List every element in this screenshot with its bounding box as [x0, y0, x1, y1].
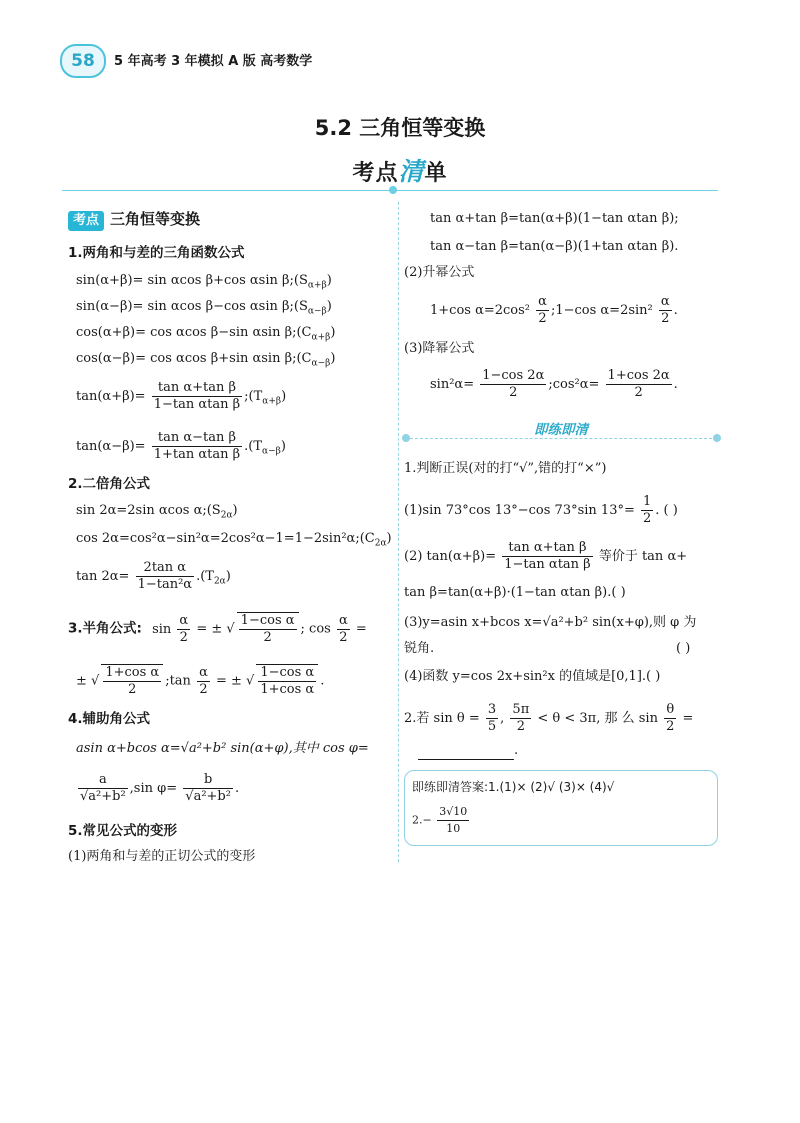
question-1-3-bracket: ( ) — [676, 641, 691, 656]
topic-heading — [68, 210, 200, 231]
practice-divider-dot-left — [402, 434, 410, 442]
kd-title-part3: 单 — [424, 161, 448, 186]
formula-cos-diff: cos(α−β)= cos αcos β+sin αsin $\beta;(C_{\alpha-\beta})$ — [76, 351, 336, 369]
heading-raise-power: (2)升幂公式 — [404, 265, 475, 280]
formula-tan-diff-variant: tan α−tan β=tan(α−β)(1+tan αtan β). — [430, 239, 679, 254]
formula-sin-double: sin 2α=2sin αcos $\alpha;(S_{2\alpha})$ — [76, 503, 238, 521]
answer-blank-line[interactable] — [418, 745, 514, 760]
formula-cos-sum: cos(α+β)= cos αcos β−sin αsin $\beta;(C_{\alpha+\beta})$ — [76, 325, 336, 343]
heading-auxiliary-angle: 4.辅助角公式 — [68, 711, 151, 727]
kd-title-part2: 清 — [398, 157, 425, 186]
topic-tag: 考点 — [68, 211, 104, 231]
question-2-answer-blank[interactable]: . — [418, 742, 518, 760]
answer-line-2: 2.− $\frac{3√10}{10}$ — [412, 805, 468, 835]
heading-lower-power: (3)降幂公式 — [404, 341, 475, 356]
practice-title: 即练即清 — [534, 422, 588, 438]
formula-half-angle-1: 3.半角公式: sin $\frac{\alpha}{2}$ = ± √ $\frac{\text{1−cos α}}{2}$ ; cos $\frac{\alpha}{2}$ = — [68, 612, 367, 645]
page-number: 58 — [60, 44, 106, 78]
topic-title: 三角恒等变换 — [110, 210, 201, 228]
question-1-1: (1)sin 73°cos 13°−cos 73°sin 13°= $\frac{1}{2}$ . ( ) — [404, 494, 678, 526]
formula-sin-sum: sin(α+β)= sin αcos β+cos αsin $\beta;(S_{\alpha+\beta})$ — [76, 273, 332, 291]
practice-divider — [405, 438, 717, 439]
formula-auxiliary-2: $\frac{a}{\text{√a²+b²}}$ ,sin φ= $\frac{b}{\text{√a²+b²}}$ . — [80, 772, 240, 804]
formula-half-angle-2: ± √ $\frac{\text{1+cos α}}{2}$ ;tan $\frac{\alpha}{2}$ = ± √ $\frac{\text{1−cos α}}{\text{1+cos α}}$ . — [76, 664, 325, 697]
column-divider — [398, 202, 399, 862]
kd-title-part1: 考点 — [352, 161, 399, 186]
formula-tan-sum-variant: tan α+tan β=tan(α+β)(1−tan αtan β); — [430, 211, 679, 226]
subheading-tan-variant: (1)两角和与差的正切公式的变形 — [68, 849, 256, 864]
formula-cos-double: $\cos 2\alpha=\cos^2\alpha-\sin^2\alpha=2\cos^2\alpha-1=1-2\sin^2\alpha;(C_{2\alpha})$ — [76, 531, 392, 549]
question-1-4: (4)函数 y=cos 2x+sin²x 的值域是[0,1].( ) — [404, 669, 661, 684]
title-divider-dot — [389, 186, 397, 194]
formula-tan-diff: tan(α−β)= $\frac{\text{tan α−tan β}}{\text{1+tan αtan β}}$ $.(T_{\alpha-\beta})$ — [76, 430, 286, 462]
formula-lower-power: sin²α= $\frac{1-\cos 2\alpha}{2}$ ;cos²α= $\frac{1+\cos 2\alpha}{2}$ . — [430, 368, 678, 400]
book-title: 5 年高考 3 年模拟 A 版 高考数学 — [114, 54, 313, 69]
kaodian-qingdan-title — [0, 152, 800, 188]
answer-line-1: 即练即清答案:1.(1)× (2)√ (3)× (4)√ — [412, 780, 615, 794]
section-title: 5.2 三角恒等变换 — [314, 116, 486, 140]
question-1-3: (3)y=asin x+bcos x=√a²+b² sin(x+φ),则 φ 为 — [404, 615, 697, 630]
formula-auxiliary-1: asin α+bcos α=√a²+b² sin(α+φ),其中 cos φ= — [76, 741, 369, 756]
formula-tan-sum: tan(α+β)= $\frac{\text{tan α+tan β}}{\text{1−tan αtan β}}$ $;(T_{\alpha+\beta})$ — [76, 380, 287, 412]
formula-raise-power: 1+cos α=2cos² $\frac{\alpha}{2}$ ;1−cos α=2sin² $\frac{\alpha}{2}$ . — [430, 294, 678, 326]
question-1-3-cont: 锐角. — [404, 641, 435, 656]
question-1: 1.判断正误(对的打“√”,错的打“×”) — [404, 461, 607, 476]
formula-sin-diff: sin(α−β)= sin αcos β−cos αsin $\beta;(S_{\alpha-\beta})$ — [76, 299, 332, 317]
practice-divider-dot-right — [713, 434, 721, 442]
question-2: 2.若 sin θ = $\frac{3}{5}$ , $\frac{5\pi}{2}$ < θ < 3π, 那 么 sin $\frac{\theta}{2}$ = — [404, 702, 694, 734]
heading-double-angle: 2.二倍角公式 — [68, 476, 151, 492]
question-1-2-cont: tan β=tan(α+β)·(1−tan αtan β).( ) — [404, 585, 626, 600]
heading-variants: 5.常见公式的变形 — [68, 823, 178, 839]
heading-sum-diff: 1.两角和与差的三角函数公式 — [68, 245, 245, 261]
formula-tan-double: tan 2α= $\frac{\text{2tan α}}{\text{1−tan²α}}$ $.(T_{2\alpha})$ — [76, 560, 231, 592]
question-1-2: (2) tan(α+β)= $\frac{\text{tan α+tan β}}{\text{1−tan αtan β}}$ 等价于 tan α+ — [404, 540, 688, 572]
